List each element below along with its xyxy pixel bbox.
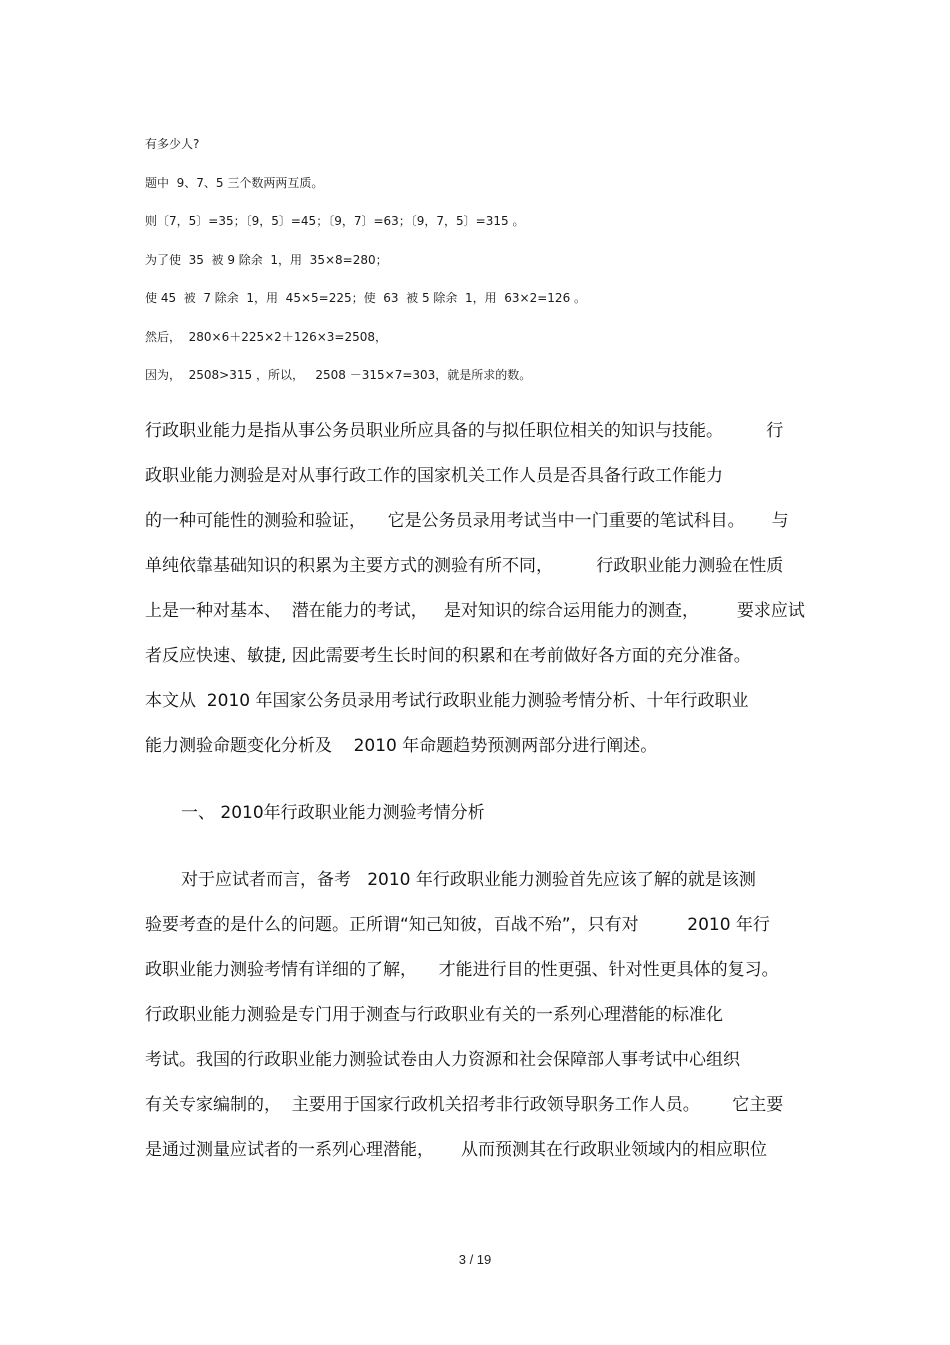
intro-line-7: 本文从 2010 年国家公务员录用考试行政职业能力测验考情分析、十年行政职业 (145, 691, 749, 711)
intro-line-1: 行政职业能力是指从事公务员职业所应具备的与拟任职位相关的知识与技能。 行 (145, 421, 784, 441)
example-line-4: 为了使 35 被 9 除余 1，用 35×8=280； (145, 253, 388, 267)
section-line-1: 对于应试者而言，备考 2010 年行政职业能力测验首先应该了解的就是该测 (181, 870, 756, 890)
example-line-2: 题中 9、7、5 三个数两两互质。 (145, 176, 324, 190)
section-line-6: 有关专家编制的， 主要用于国家行政机关招考非行政领导职务工作人员。 它主要 (145, 1095, 784, 1115)
intro-line-2: 政职业能力测验是对从事行政工作的国家机关工作人员是否具备行政工作能力 (145, 466, 723, 486)
page-number: 3 / 19 (458, 1252, 492, 1267)
example-line-6: 然后， 280×6＋225×2＋126×3=2508， (145, 330, 388, 344)
section-heading: 一、 2010年行政职业能力测验考情分析 (181, 803, 485, 823)
example-line-5: 使 45 被 7 除余 1，用 45×5=225；使 63 被 5 除余 1，用 63×2=126 。 (145, 291, 587, 305)
example-line-3: 则〔7，5〕=35；〔9，5〕=45；〔9，7〕=63；〔9，7，5〕=315 。 (145, 214, 525, 228)
intro-line-4: 单纯依靠基础知识的积累为主要方式的测验有所不同， 行政职业能力测验在性质 (145, 556, 784, 576)
intro-line-5: 上是一种对基本、 潜在能力的考试， 是对知识的综合运用能力的测查， 要求应试 (145, 601, 805, 621)
intro-line-8: 能力测验命题变化分析及 2010 年命题趋势预测两部分进行阐述。 (145, 736, 658, 756)
section-line-7: 是通过测量应试者的一系列心理潜能， 从而预测其在行政职业领域内的相应职位 (145, 1140, 768, 1160)
example-line-1: 有多少人? (145, 137, 200, 151)
section-line-4: 行政职业能力测验是专门用于测查与行政职业有关的一系列心理潜能的标准化 (145, 1005, 723, 1025)
section-line-2: 验要考查的是什么的问题。正所谓“知己知彼，百战不殆”，只有对 2010 年行 (145, 915, 770, 935)
section-line-5: 考试。我国的行政职业能力测验试卷由人力资源和社会保障部人事考试中心组织 (145, 1050, 740, 1070)
example-line-7: 因为， 2508>315 ，所以， 2508 －315×7=303，就是所求的数。 (145, 368, 532, 382)
intro-line-3: 的一种可能性的测验和验证， 它是公务员录用考试当中一门重要的笔试科目。 与 (145, 511, 789, 531)
intro-line-6: 者反应快速、敏捷, 因此需要考生长时间的积累和在考前做好各方面的充分准备。 (145, 646, 751, 666)
section-line-3: 政职业能力测验考情有详细的了解， 才能进行目的性更强、针对性更具体的复习。 (145, 960, 779, 980)
